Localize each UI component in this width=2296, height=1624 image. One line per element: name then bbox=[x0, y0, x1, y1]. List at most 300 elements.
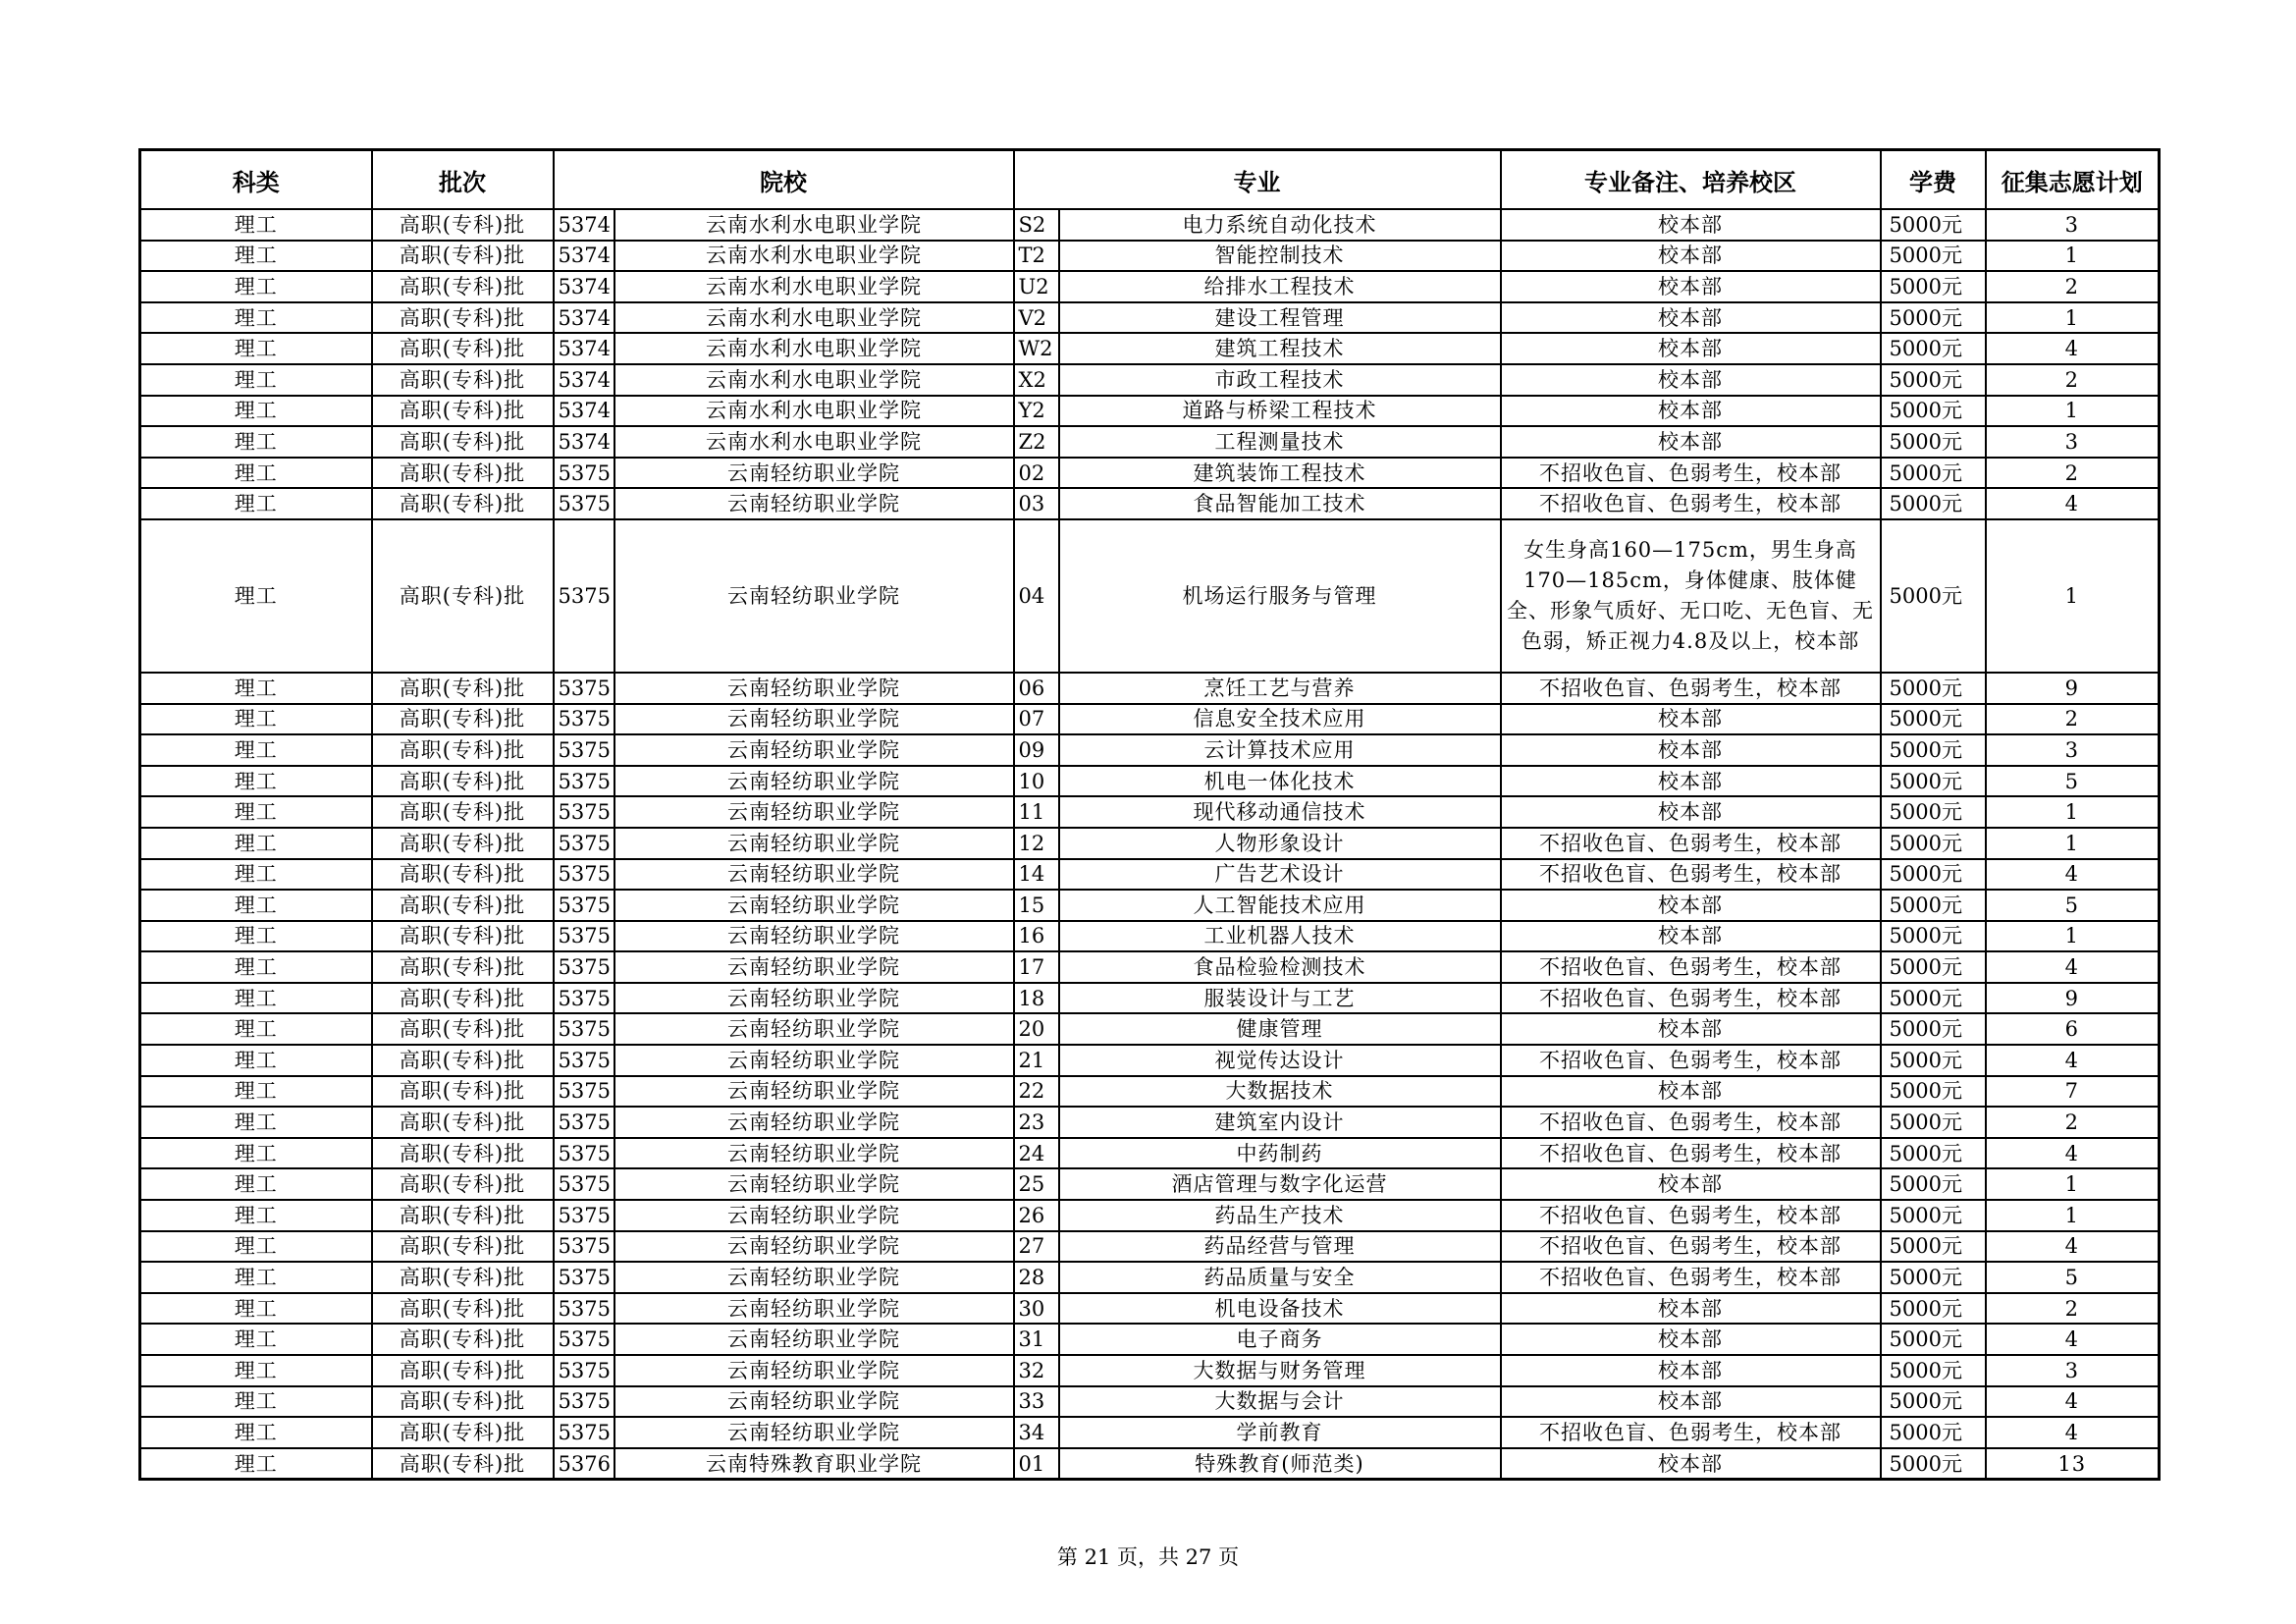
cell-major-name: 给排水工程技术 bbox=[1059, 271, 1501, 302]
cell-remarks: 校本部 bbox=[1501, 1076, 1881, 1108]
cell-tuition: 5000元 bbox=[1881, 734, 1986, 766]
cell-major-code: 02 bbox=[1014, 458, 1059, 489]
cell-batch: 高职(专科)批 bbox=[372, 209, 554, 241]
cell-major-code: 11 bbox=[1014, 796, 1059, 828]
cell-plan: 3 bbox=[1986, 209, 2160, 241]
cell-institution-code: 5375 bbox=[554, 673, 614, 704]
cell-major-name: 电子商务 bbox=[1059, 1324, 1501, 1355]
cell-institution-code: 5375 bbox=[554, 1324, 614, 1355]
cell-institution-name: 云南轻纺职业学院 bbox=[614, 796, 1014, 828]
cell-batch: 高职(专科)批 bbox=[372, 1448, 554, 1480]
cell-plan: 4 bbox=[1986, 333, 2160, 364]
cell-category: 理工 bbox=[140, 983, 372, 1014]
cell-remarks: 不招收色盲、色弱考生，校本部 bbox=[1501, 458, 1881, 489]
cell-remarks: 不招收色盲、色弱考生，校本部 bbox=[1501, 1138, 1881, 1169]
cell-tuition: 5000元 bbox=[1881, 1417, 1986, 1448]
cell-batch: 高职(专科)批 bbox=[372, 364, 554, 396]
cell-institution-code: 5375 bbox=[554, 1386, 614, 1418]
cell-major-code: 28 bbox=[1014, 1262, 1059, 1293]
cell-tuition: 5000元 bbox=[1881, 519, 1986, 673]
table-row bbox=[140, 1231, 2160, 1263]
table-row bbox=[140, 1013, 2160, 1045]
cell-batch: 高职(专科)批 bbox=[372, 734, 554, 766]
cell-institution-code: 5375 bbox=[554, 951, 614, 983]
cell-remarks: 不招收色盲、色弱考生，校本部 bbox=[1501, 1107, 1881, 1138]
cell-batch: 高职(专科)批 bbox=[372, 673, 554, 704]
cell-remarks: 不招收色盲、色弱考生，校本部 bbox=[1501, 1045, 1881, 1076]
cell-plan: 9 bbox=[1986, 673, 2160, 704]
cell-institution-name: 云南水利水电职业学院 bbox=[614, 241, 1014, 272]
cell-category: 理工 bbox=[140, 828, 372, 859]
cell-major-code: 16 bbox=[1014, 921, 1059, 952]
cell-institution-name: 云南轻纺职业学院 bbox=[614, 488, 1014, 519]
cell-major-name: 广告艺术设计 bbox=[1059, 859, 1501, 891]
cell-plan: 5 bbox=[1986, 766, 2160, 797]
table-row bbox=[140, 271, 2160, 302]
cell-institution-code: 5374 bbox=[554, 241, 614, 272]
cell-batch: 高职(专科)批 bbox=[372, 890, 554, 921]
cell-major-code: 04 bbox=[1014, 519, 1059, 673]
table-row bbox=[140, 1386, 2160, 1418]
cell-institution-code: 5375 bbox=[554, 458, 614, 489]
cell-category: 理工 bbox=[140, 302, 372, 334]
cell-batch: 高职(专科)批 bbox=[372, 1262, 554, 1293]
cell-institution-name: 云南轻纺职业学院 bbox=[614, 1013, 1014, 1045]
header-major: 专业 bbox=[1014, 150, 1501, 210]
cell-batch: 高职(专科)批 bbox=[372, 1045, 554, 1076]
table-row bbox=[140, 364, 2160, 396]
table-row bbox=[140, 488, 2160, 519]
cell-tuition: 5000元 bbox=[1881, 766, 1986, 797]
table-row bbox=[140, 796, 2160, 828]
cell-remarks: 校本部 bbox=[1501, 1448, 1881, 1480]
cell-institution-code: 5375 bbox=[554, 921, 614, 952]
cell-batch: 高职(专科)批 bbox=[372, 333, 554, 364]
table-row bbox=[140, 241, 2160, 272]
cell-major-code: 30 bbox=[1014, 1293, 1059, 1325]
cell-batch: 高职(专科)批 bbox=[372, 426, 554, 458]
cell-category: 理工 bbox=[140, 704, 372, 735]
cell-major-code: 15 bbox=[1014, 890, 1059, 921]
cell-institution-name: 云南轻纺职业学院 bbox=[614, 1262, 1014, 1293]
cell-category: 理工 bbox=[140, 859, 372, 891]
cell-institution-name: 云南轻纺职业学院 bbox=[614, 951, 1014, 983]
cell-major-name: 特殊教育(师范类) bbox=[1059, 1448, 1501, 1480]
cell-batch: 高职(专科)批 bbox=[372, 1013, 554, 1045]
cell-institution-code: 5375 bbox=[554, 1045, 614, 1076]
cell-tuition: 5000元 bbox=[1881, 951, 1986, 983]
cell-institution-name: 云南轻纺职业学院 bbox=[614, 1386, 1014, 1418]
cell-institution-code: 5374 bbox=[554, 426, 614, 458]
cell-major-code: U2 bbox=[1014, 271, 1059, 302]
cell-major-name: 机电设备技术 bbox=[1059, 1293, 1501, 1325]
cell-remarks: 不招收色盲、色弱考生，校本部 bbox=[1501, 1262, 1881, 1293]
cell-institution-code: 5374 bbox=[554, 302, 614, 334]
cell-tuition: 5000元 bbox=[1881, 983, 1986, 1014]
cell-category: 理工 bbox=[140, 271, 372, 302]
cell-major-name: 视觉传达设计 bbox=[1059, 1045, 1501, 1076]
cell-plan: 1 bbox=[1986, 1168, 2160, 1200]
cell-institution-name: 云南轻纺职业学院 bbox=[614, 828, 1014, 859]
cell-category: 理工 bbox=[140, 458, 372, 489]
cell-category: 理工 bbox=[140, 766, 372, 797]
cell-major-name: 服装设计与工艺 bbox=[1059, 983, 1501, 1014]
header-row bbox=[140, 150, 2160, 210]
cell-batch: 高职(专科)批 bbox=[372, 396, 554, 427]
cell-institution-code: 5375 bbox=[554, 1355, 614, 1386]
cell-major-code: 31 bbox=[1014, 1324, 1059, 1355]
cell-tuition: 5000元 bbox=[1881, 1355, 1986, 1386]
cell-major-code: S2 bbox=[1014, 209, 1059, 241]
cell-tuition: 5000元 bbox=[1881, 1262, 1986, 1293]
cell-batch: 高职(专科)批 bbox=[372, 1324, 554, 1355]
cell-remarks: 不招收色盲、色弱考生，校本部 bbox=[1501, 859, 1881, 891]
cell-remarks: 校本部 bbox=[1501, 1355, 1881, 1386]
cell-institution-name: 云南轻纺职业学院 bbox=[614, 1417, 1014, 1448]
cell-category: 理工 bbox=[140, 921, 372, 952]
cell-institution-name: 云南轻纺职业学院 bbox=[614, 890, 1014, 921]
cell-institution-name: 云南轻纺职业学院 bbox=[614, 1076, 1014, 1108]
cell-tuition: 5000元 bbox=[1881, 333, 1986, 364]
cell-institution-name: 云南轻纺职业学院 bbox=[614, 921, 1014, 952]
cell-batch: 高职(专科)批 bbox=[372, 271, 554, 302]
cell-tuition: 5000元 bbox=[1881, 1448, 1986, 1480]
cell-institution-code: 5375 bbox=[554, 704, 614, 735]
cell-major-name: 建筑室内设计 bbox=[1059, 1107, 1501, 1138]
cell-batch: 高职(专科)批 bbox=[372, 1076, 554, 1108]
cell-remarks: 校本部 bbox=[1501, 704, 1881, 735]
cell-batch: 高职(专科)批 bbox=[372, 1200, 554, 1231]
table-row bbox=[140, 209, 2160, 241]
table-row bbox=[140, 396, 2160, 427]
table-row bbox=[140, 1045, 2160, 1076]
cell-institution-name: 云南轻纺职业学院 bbox=[614, 1107, 1014, 1138]
cell-category: 理工 bbox=[140, 241, 372, 272]
cell-institution-name: 云南轻纺职业学院 bbox=[614, 1138, 1014, 1169]
cell-batch: 高职(专科)批 bbox=[372, 241, 554, 272]
cell-institution-name: 云南水利水电职业学院 bbox=[614, 426, 1014, 458]
header-plan: 征集志愿计划 bbox=[1986, 150, 2160, 210]
cell-major-code: Y2 bbox=[1014, 396, 1059, 427]
cell-batch: 高职(专科)批 bbox=[372, 1138, 554, 1169]
table-row bbox=[140, 673, 2160, 704]
table-row bbox=[140, 519, 2160, 673]
cell-plan: 4 bbox=[1986, 1386, 2160, 1418]
cell-major-name: 大数据与财务管理 bbox=[1059, 1355, 1501, 1386]
cell-remarks: 校本部 bbox=[1501, 209, 1881, 241]
cell-plan: 1 bbox=[1986, 519, 2160, 673]
cell-major-code: 20 bbox=[1014, 1013, 1059, 1045]
cell-category: 理工 bbox=[140, 396, 372, 427]
cell-tuition: 5000元 bbox=[1881, 890, 1986, 921]
cell-category: 理工 bbox=[140, 209, 372, 241]
cell-tuition: 5000元 bbox=[1881, 1324, 1986, 1355]
table-row bbox=[140, 1076, 2160, 1108]
cell-batch: 高职(专科)批 bbox=[372, 1386, 554, 1418]
cell-plan: 2 bbox=[1986, 704, 2160, 735]
cell-tuition: 5000元 bbox=[1881, 426, 1986, 458]
cell-major-name: 人工智能技术应用 bbox=[1059, 890, 1501, 921]
cell-institution-name: 云南轻纺职业学院 bbox=[614, 1324, 1014, 1355]
table-row bbox=[140, 1138, 2160, 1169]
table-row bbox=[140, 1293, 2160, 1325]
cell-tuition: 5000元 bbox=[1881, 396, 1986, 427]
cell-institution-code: 5375 bbox=[554, 766, 614, 797]
cell-institution-name: 云南轻纺职业学院 bbox=[614, 704, 1014, 735]
cell-major-code: 21 bbox=[1014, 1045, 1059, 1076]
cell-major-code: 34 bbox=[1014, 1417, 1059, 1448]
cell-institution-code: 5375 bbox=[554, 983, 614, 1014]
cell-major-code: 17 bbox=[1014, 951, 1059, 983]
cell-plan: 4 bbox=[1986, 1138, 2160, 1169]
cell-major-code: 01 bbox=[1014, 1448, 1059, 1480]
cell-plan: 2 bbox=[1986, 271, 2160, 302]
cell-institution-name: 云南水利水电职业学院 bbox=[614, 209, 1014, 241]
cell-tuition: 5000元 bbox=[1881, 209, 1986, 241]
cell-tuition: 5000元 bbox=[1881, 302, 1986, 334]
cell-remarks: 校本部 bbox=[1501, 1013, 1881, 1045]
cell-remarks: 不招收色盲、色弱考生，校本部 bbox=[1501, 1200, 1881, 1231]
cell-batch: 高职(专科)批 bbox=[372, 983, 554, 1014]
cell-institution-name: 云南水利水电职业学院 bbox=[614, 302, 1014, 334]
cell-major-name: 建设工程管理 bbox=[1059, 302, 1501, 334]
cell-tuition: 5000元 bbox=[1881, 921, 1986, 952]
cell-tuition: 5000元 bbox=[1881, 1076, 1986, 1108]
cell-institution-code: 5374 bbox=[554, 209, 614, 241]
cell-plan: 1 bbox=[1986, 921, 2160, 952]
cell-tuition: 5000元 bbox=[1881, 704, 1986, 735]
cell-major-code: 23 bbox=[1014, 1107, 1059, 1138]
cell-category: 理工 bbox=[140, 673, 372, 704]
cell-tuition: 5000元 bbox=[1881, 828, 1986, 859]
table-row bbox=[140, 734, 2160, 766]
cell-batch: 高职(专科)批 bbox=[372, 1355, 554, 1386]
cell-major-name: 中药制药 bbox=[1059, 1138, 1501, 1169]
cell-plan: 1 bbox=[1986, 302, 2160, 334]
cell-batch: 高职(专科)批 bbox=[372, 1107, 554, 1138]
cell-plan: 1 bbox=[1986, 828, 2160, 859]
cell-category: 理工 bbox=[140, 796, 372, 828]
cell-plan: 4 bbox=[1986, 859, 2160, 891]
cell-batch: 高职(专科)批 bbox=[372, 302, 554, 334]
cell-institution-code: 5374 bbox=[554, 271, 614, 302]
table-row bbox=[140, 704, 2160, 735]
cell-institution-name: 云南轻纺职业学院 bbox=[614, 859, 1014, 891]
cell-institution-code: 5375 bbox=[554, 1138, 614, 1169]
table-row bbox=[140, 1324, 2160, 1355]
cell-plan: 4 bbox=[1986, 1417, 2160, 1448]
table-row bbox=[140, 1168, 2160, 1200]
cell-remarks: 校本部 bbox=[1501, 271, 1881, 302]
cell-remarks: 不招收色盲、色弱考生，校本部 bbox=[1501, 828, 1881, 859]
cell-major-name: 建筑装饰工程技术 bbox=[1059, 458, 1501, 489]
cell-major-code: X2 bbox=[1014, 364, 1059, 396]
cell-institution-code: 5375 bbox=[554, 859, 614, 891]
cell-major-name: 人物形象设计 bbox=[1059, 828, 1501, 859]
cell-category: 理工 bbox=[140, 1262, 372, 1293]
cell-tuition: 5000元 bbox=[1881, 1200, 1986, 1231]
cell-remarks: 校本部 bbox=[1501, 396, 1881, 427]
cell-remarks: 校本部 bbox=[1501, 796, 1881, 828]
cell-major-name: 健康管理 bbox=[1059, 1013, 1501, 1045]
table-row bbox=[140, 983, 2160, 1014]
cell-institution-name: 云南水利水电职业学院 bbox=[614, 364, 1014, 396]
page-footer: 第 21 页，共 27 页 bbox=[1056, 1545, 1240, 1569]
cell-remarks: 校本部 bbox=[1501, 241, 1881, 272]
cell-remarks: 校本部 bbox=[1501, 1386, 1881, 1418]
cell-category: 理工 bbox=[140, 1231, 372, 1263]
cell-category: 理工 bbox=[140, 890, 372, 921]
cell-category: 理工 bbox=[140, 734, 372, 766]
table-row bbox=[140, 1417, 2160, 1448]
cell-institution-code: 5375 bbox=[554, 1262, 614, 1293]
cell-remarks: 女生身高160—175cm，男生身高170—185cm，身体健康、肢体健全、形象气质好、无口吃、无色盲、无色弱，矫正视力4.8及以上，校本部 bbox=[1501, 519, 1881, 673]
cell-category: 理工 bbox=[140, 1293, 372, 1325]
header-category: 科类 bbox=[140, 150, 372, 210]
table-row bbox=[140, 951, 2160, 983]
header-tuition: 学费 bbox=[1881, 150, 1986, 210]
cell-institution-code: 5374 bbox=[554, 396, 614, 427]
cell-category: 理工 bbox=[140, 1013, 372, 1045]
cell-tuition: 5000元 bbox=[1881, 1013, 1986, 1045]
cell-tuition: 5000元 bbox=[1881, 1231, 1986, 1263]
cell-plan: 3 bbox=[1986, 1355, 2160, 1386]
cell-plan: 3 bbox=[1986, 426, 2160, 458]
cell-category: 理工 bbox=[140, 1168, 372, 1200]
table-row bbox=[140, 890, 2160, 921]
cell-category: 理工 bbox=[140, 426, 372, 458]
cell-major-code: 14 bbox=[1014, 859, 1059, 891]
cell-category: 理工 bbox=[140, 1107, 372, 1138]
cell-major-code: 24 bbox=[1014, 1138, 1059, 1169]
cell-institution-code: 5375 bbox=[554, 796, 614, 828]
cell-major-name: 现代移动通信技术 bbox=[1059, 796, 1501, 828]
cell-institution-code: 5375 bbox=[554, 1293, 614, 1325]
cell-plan: 7 bbox=[1986, 1076, 2160, 1108]
cell-institution-name: 云南轻纺职业学院 bbox=[614, 1200, 1014, 1231]
cell-batch: 高职(专科)批 bbox=[372, 519, 554, 673]
cell-institution-code: 5375 bbox=[554, 1200, 614, 1231]
cell-plan: 4 bbox=[1986, 1324, 2160, 1355]
cell-major-name: 药品经营与管理 bbox=[1059, 1231, 1501, 1263]
cell-category: 理工 bbox=[140, 333, 372, 364]
header-batch: 批次 bbox=[372, 150, 554, 210]
cell-institution-name: 云南轻纺职业学院 bbox=[614, 519, 1014, 673]
table-row bbox=[140, 859, 2160, 891]
cell-tuition: 5000元 bbox=[1881, 364, 1986, 396]
cell-remarks: 校本部 bbox=[1501, 364, 1881, 396]
cell-tuition: 5000元 bbox=[1881, 1293, 1986, 1325]
cell-plan: 2 bbox=[1986, 364, 2160, 396]
cell-major-code: 25 bbox=[1014, 1168, 1059, 1200]
table-row bbox=[140, 458, 2160, 489]
cell-institution-code: 5375 bbox=[554, 890, 614, 921]
cell-tuition: 5000元 bbox=[1881, 1107, 1986, 1138]
cell-category: 理工 bbox=[140, 1200, 372, 1231]
cell-remarks: 不招收色盲、色弱考生，校本部 bbox=[1501, 1417, 1881, 1448]
cell-major-code: 26 bbox=[1014, 1200, 1059, 1231]
cell-tuition: 5000元 bbox=[1881, 1168, 1986, 1200]
cell-major-name: 工业机器人技术 bbox=[1059, 921, 1501, 952]
cell-category: 理工 bbox=[140, 1324, 372, 1355]
cell-batch: 高职(专科)批 bbox=[372, 488, 554, 519]
cell-plan: 4 bbox=[1986, 488, 2160, 519]
cell-tuition: 5000元 bbox=[1881, 859, 1986, 891]
cell-tuition: 5000元 bbox=[1881, 796, 1986, 828]
cell-institution-name: 云南轻纺职业学院 bbox=[614, 458, 1014, 489]
cell-major-code: 06 bbox=[1014, 673, 1059, 704]
cell-institution-code: 5375 bbox=[554, 1168, 614, 1200]
cell-institution-name: 云南轻纺职业学院 bbox=[614, 1168, 1014, 1200]
cell-institution-code: 5375 bbox=[554, 1231, 614, 1263]
table-row bbox=[140, 921, 2160, 952]
cell-batch: 高职(专科)批 bbox=[372, 1417, 554, 1448]
cell-batch: 高职(专科)批 bbox=[372, 828, 554, 859]
cell-remarks: 不招收色盲、色弱考生，校本部 bbox=[1501, 983, 1881, 1014]
cell-plan: 5 bbox=[1986, 1262, 2160, 1293]
table-row bbox=[140, 302, 2160, 334]
cell-major-code: W2 bbox=[1014, 333, 1059, 364]
cell-institution-code: 5375 bbox=[554, 1013, 614, 1045]
cell-plan: 2 bbox=[1986, 1293, 2160, 1325]
cell-institution-name: 云南轻纺职业学院 bbox=[614, 983, 1014, 1014]
cell-plan: 2 bbox=[1986, 1107, 2160, 1138]
cell-batch: 高职(专科)批 bbox=[372, 458, 554, 489]
cell-institution-name: 云南水利水电职业学院 bbox=[614, 333, 1014, 364]
cell-major-code: 07 bbox=[1014, 704, 1059, 735]
cell-remarks: 校本部 bbox=[1501, 333, 1881, 364]
cell-major-name: 烹饪工艺与营养 bbox=[1059, 673, 1501, 704]
cell-batch: 高职(专科)批 bbox=[372, 1168, 554, 1200]
cell-tuition: 5000元 bbox=[1881, 488, 1986, 519]
cell-plan: 4 bbox=[1986, 1231, 2160, 1263]
cell-remarks: 校本部 bbox=[1501, 921, 1881, 952]
cell-remarks: 校本部 bbox=[1501, 734, 1881, 766]
cell-tuition: 5000元 bbox=[1881, 241, 1986, 272]
cell-remarks: 不招收色盲、色弱考生，校本部 bbox=[1501, 488, 1881, 519]
table-row bbox=[140, 426, 2160, 458]
cell-major-name: 机电一体化技术 bbox=[1059, 766, 1501, 797]
cell-major-name: 酒店管理与数字化运营 bbox=[1059, 1168, 1501, 1200]
cell-remarks: 校本部 bbox=[1501, 766, 1881, 797]
cell-plan: 4 bbox=[1986, 1045, 2160, 1076]
cell-institution-name: 云南轻纺职业学院 bbox=[614, 1231, 1014, 1263]
cell-major-name: 大数据与会计 bbox=[1059, 1386, 1501, 1418]
cell-plan: 13 bbox=[1986, 1448, 2160, 1480]
cell-institution-code: 5375 bbox=[554, 1107, 614, 1138]
cell-plan: 4 bbox=[1986, 951, 2160, 983]
cell-batch: 高职(专科)批 bbox=[372, 704, 554, 735]
cell-institution-code: 5375 bbox=[554, 1417, 614, 1448]
cell-remarks: 不招收色盲、色弱考生，校本部 bbox=[1501, 673, 1881, 704]
cell-tuition: 5000元 bbox=[1881, 271, 1986, 302]
cell-major-name: 药品质量与安全 bbox=[1059, 1262, 1501, 1293]
cell-batch: 高职(专科)批 bbox=[372, 766, 554, 797]
cell-major-name: 电力系统自动化技术 bbox=[1059, 209, 1501, 241]
cell-institution-name: 云南水利水电职业学院 bbox=[614, 271, 1014, 302]
cell-tuition: 5000元 bbox=[1881, 1138, 1986, 1169]
cell-major-name: 食品检验检测技术 bbox=[1059, 951, 1501, 983]
cell-major-code: V2 bbox=[1014, 302, 1059, 334]
cell-institution-code: 5375 bbox=[554, 828, 614, 859]
cell-institution-name: 云南轻纺职业学院 bbox=[614, 1293, 1014, 1325]
table-row bbox=[140, 1448, 2160, 1480]
cell-category: 理工 bbox=[140, 364, 372, 396]
cell-category: 理工 bbox=[140, 1076, 372, 1108]
cell-remarks: 校本部 bbox=[1501, 1293, 1881, 1325]
cell-major-name: 食品智能加工技术 bbox=[1059, 488, 1501, 519]
cell-tuition: 5000元 bbox=[1881, 1386, 1986, 1418]
